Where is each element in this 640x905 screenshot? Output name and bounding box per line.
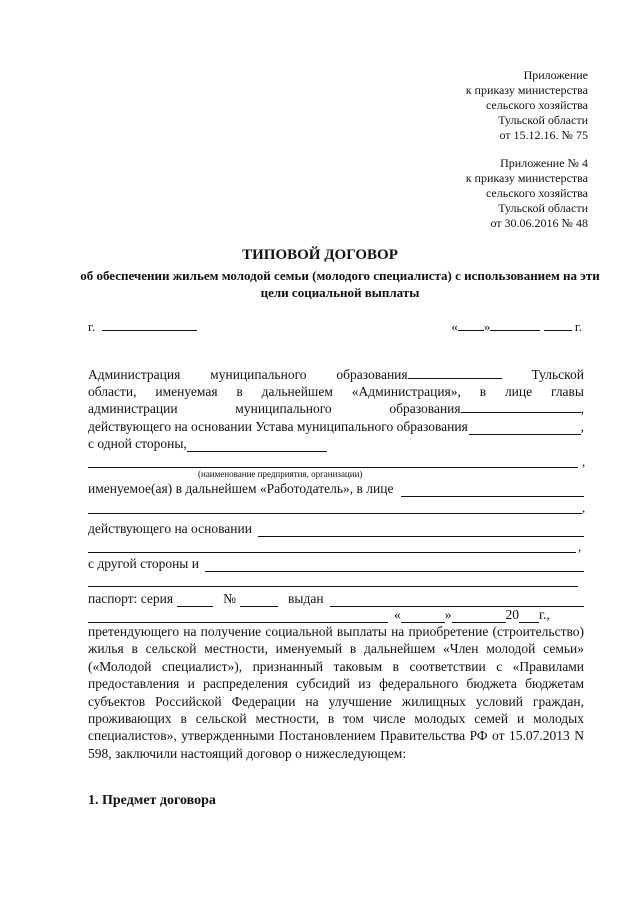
appendix-line: Приложение (523, 68, 588, 82)
acting-basis-line (88, 520, 584, 537)
blank (401, 484, 584, 497)
appendix-line: Приложение № 4 (500, 156, 588, 170)
appendix-line: от 15.12.16. № 75 (499, 128, 588, 142)
appendix-line: Тульской области (498, 113, 588, 127)
blank-line (88, 513, 582, 514)
date-suffix: г. (574, 319, 582, 334)
other-side-line (88, 555, 584, 572)
text-with-blank (336, 366, 501, 383)
section-heading: 1. Предмет договора (88, 793, 216, 808)
employer-row (88, 480, 584, 497)
year-blank (544, 318, 572, 331)
text: г., (539, 607, 550, 622)
year-blank (519, 610, 539, 623)
para1-line2: области, именуемая в дальнейшем «Администрация», в лице главы (88, 384, 584, 400)
text: действующего на основании Устава муниципального образования (88, 418, 468, 434)
blank (187, 439, 327, 452)
text: образования (336, 367, 408, 382)
day-blank (401, 610, 445, 623)
organization-caption: (наименование предприятия, организации) (198, 469, 363, 479)
document-subtitle: об обеспечении жильем молодой семьи (молодого специалиста) с использованием на эти цели социальной выплаты (80, 268, 600, 300)
text: образования (389, 401, 461, 417)
comma: , (578, 539, 582, 554)
text: муниципального (210, 367, 307, 382)
text: Тульской (531, 367, 584, 382)
blank-line (88, 586, 578, 587)
appendix-line: к приказу министерства (465, 83, 588, 97)
text-with-blank: образования , (389, 401, 584, 417)
blank (205, 559, 584, 572)
appendix-line: сельского хозяйства (485, 98, 588, 112)
municipality-blank (461, 400, 581, 413)
municipality-blank (408, 366, 502, 379)
para1-line1 (88, 366, 584, 383)
paragraph-applicant: претендующего на получение социальной выплаты на приобретение (строительство) жилья в сельской местности, именуемый в дальнейшем «Член молодой семьи» («Молодой специалист»), признанный таковым в соответствии с «Правилами предоставления и распределения субсидий из федерального бюджета бюджетам субъектов Российской Федерации на улучшение жилищных условий граждан, проживающих в сельской местности, в том числе молодых семей и молодых специалистов», утвержденными Постановлением Правительства РФ от 15.07.2013 N 598, заключили настоящий договор о нижеследующем: (88, 624, 584, 761)
appendix-line: сельского хозяйства (485, 186, 588, 200)
city-blank (102, 318, 197, 331)
issued-date-row (88, 606, 584, 623)
other-side-row (88, 555, 584, 572)
blank (469, 422, 581, 435)
text: администрации (88, 401, 178, 417)
text: « (394, 607, 401, 622)
paragraph-administration (88, 366, 584, 452)
date-quote-open: « (451, 319, 458, 334)
appendix-line: к приказу министерства (465, 171, 588, 185)
date-field (451, 318, 582, 335)
organization-line (88, 467, 578, 468)
employer-line (88, 480, 584, 497)
day-blank (458, 318, 484, 331)
document-title: ТИПОВОЙ ДОГОВОР (242, 247, 398, 263)
text: Администрация (88, 367, 181, 382)
text: с одной стороны, (88, 435, 187, 451)
text: паспорт: серия (88, 591, 174, 606)
text: № (223, 591, 237, 606)
appendix-line: от 30.06.2016 № 48 (490, 216, 588, 230)
passport-row (88, 590, 584, 607)
appendix-line: Тульской области (498, 201, 588, 215)
city-field (88, 318, 197, 335)
month-blank (490, 318, 540, 331)
appendix-block-1 (466, 68, 588, 143)
month-blank (452, 610, 506, 623)
acting-row (88, 520, 584, 537)
text: действующего на основании (88, 521, 252, 536)
issued-date-line (88, 606, 584, 623)
blank-line (88, 552, 576, 553)
blank (258, 524, 584, 537)
para1-line4: действующего на основании Устава муниципального образования , (88, 418, 584, 434)
comma: , (582, 454, 586, 469)
text: » (444, 607, 452, 622)
issued-by-blank (88, 610, 388, 623)
passport-line (88, 590, 584, 607)
city-prefix: г. (88, 319, 96, 334)
text: 20 (505, 607, 519, 622)
appendix-block-2 (466, 156, 588, 231)
text: муниципального (235, 401, 332, 417)
text: именуемое(ая) в дальнейшем «Работодатель», в лице (88, 481, 394, 496)
para1-line3 (88, 400, 584, 417)
date-quote-close: » (483, 319, 491, 334)
comma: , (582, 500, 586, 515)
text: с другой стороны и (88, 556, 199, 571)
text: выдан (288, 591, 324, 606)
para1-line5 (88, 435, 584, 452)
